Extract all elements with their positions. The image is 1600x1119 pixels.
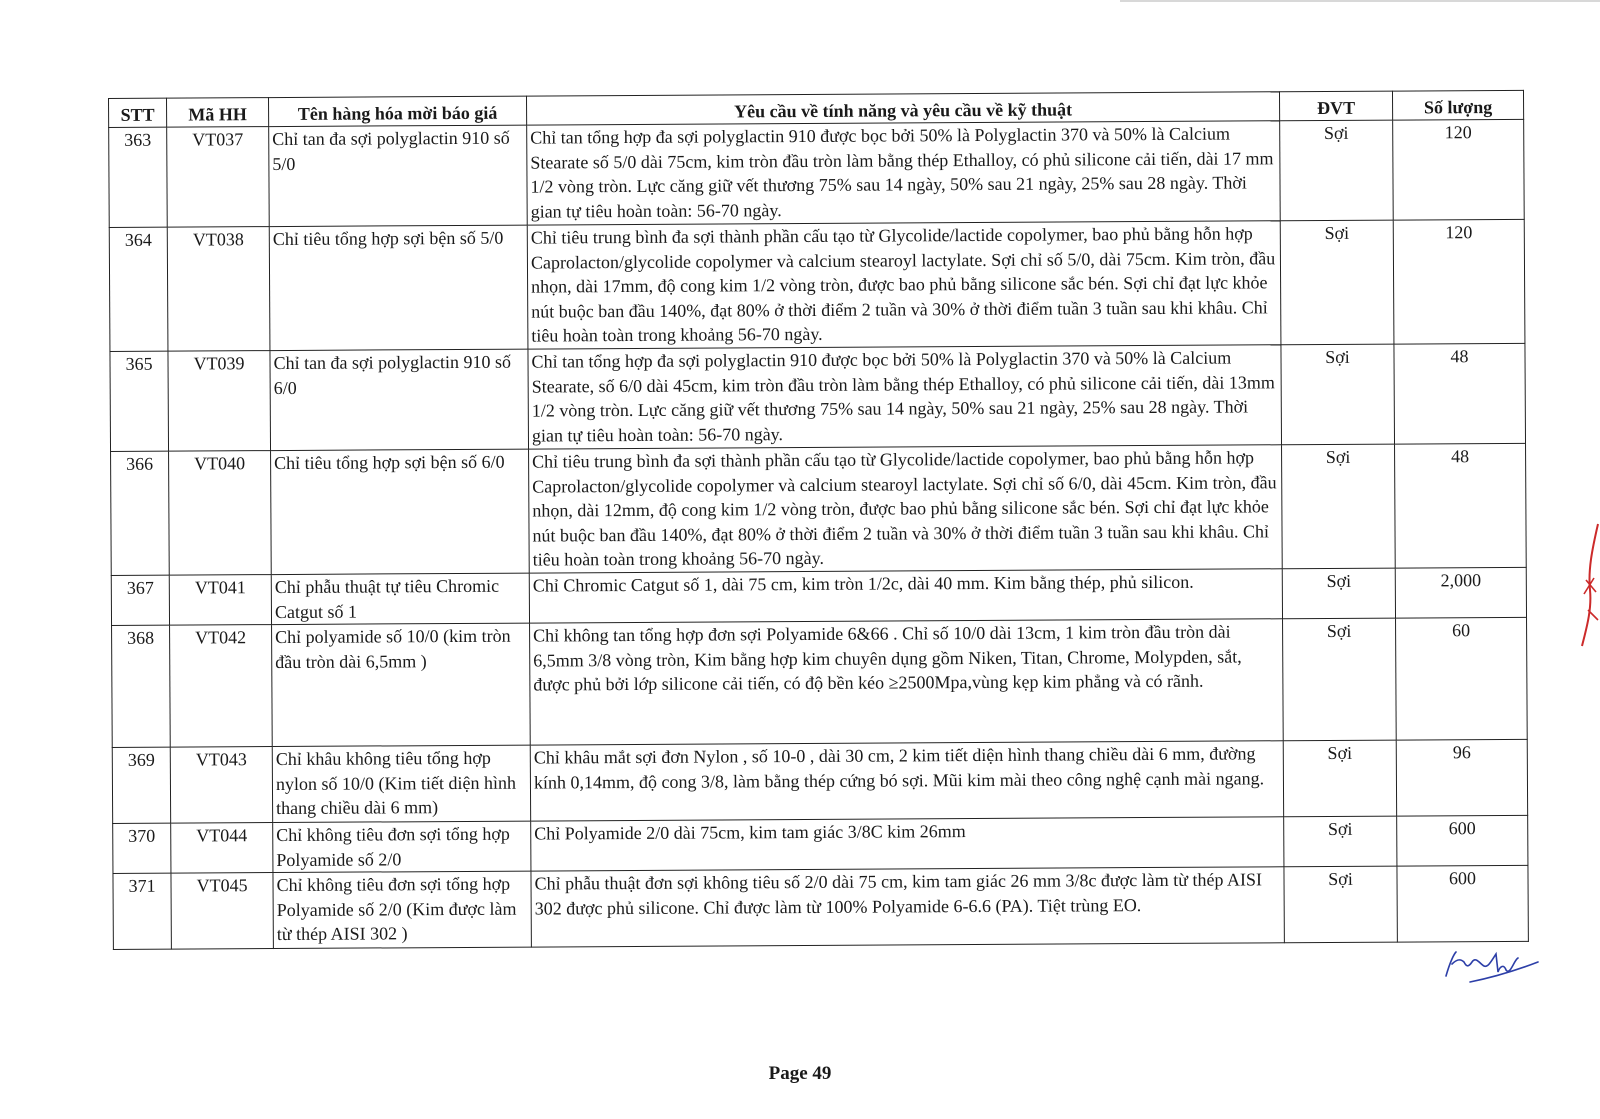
row-code: VT045 xyxy=(171,873,273,950)
row-name: Chỉ polyamide số 10/0 (kim tròn đầu tròn dài 6,5mm ) xyxy=(272,623,531,746)
quotation-table xyxy=(108,90,1529,950)
row-stt: 367 xyxy=(111,575,169,625)
header-qty: Số lượng xyxy=(1392,90,1523,120)
row-unit: Sợi xyxy=(1283,618,1397,741)
signature-icon xyxy=(1440,942,1540,984)
row-qty: 120 xyxy=(1393,119,1525,220)
row-qty: 2,000 xyxy=(1395,567,1526,618)
row-qty: 600 xyxy=(1397,815,1528,866)
row-code: VT040 xyxy=(169,451,272,576)
row-stt: 365 xyxy=(110,351,169,451)
row-code: VT039 xyxy=(168,351,271,452)
header-unit: ĐVT xyxy=(1279,91,1392,121)
table-row xyxy=(112,739,1527,823)
row-stt: 369 xyxy=(112,747,170,823)
row-code: VT038 xyxy=(167,227,270,352)
row-stt: 371 xyxy=(113,873,171,949)
row-unit: Sợi xyxy=(1282,444,1396,569)
header-code: Mã HH xyxy=(167,98,269,128)
row-unit: Sợi xyxy=(1281,344,1395,445)
row-spec: Chỉ Chromic Catgut số 1, dài 75 cm, kim tròn 1/2c, dài 40 mm. Kim bằng thép, phủ silicon. xyxy=(529,569,1282,623)
header-name: Tên hàng hóa mời báo giá xyxy=(269,96,527,126)
row-unit: Sợi xyxy=(1280,120,1394,221)
row-spec: Chỉ không tan tổng hợp đơn sợi Polyamide 6&66 . Chỉ số 10/0 dài 13cm, 1 kim tròn đầu tròn dài 6,5mm 3/8 vòng tròn, Kim bằng hợp kim chuyên dụng gồm Niken, Titan, Chrome, Molypden, sắt, được phủ bởi lớp silicone cải tiến, có độ bền kéo ≥2500Mpa,vùng kẹp kim phẳng và có rãnh. xyxy=(530,619,1284,745)
page-number: Page 49 xyxy=(768,1063,832,1084)
table-row xyxy=(113,865,1528,949)
row-unit: Sợi xyxy=(1280,220,1394,345)
row-name: Chỉ phẫu thuật tự tiêu Chromic Catgut số 1 xyxy=(271,573,529,624)
row-qty: 120 xyxy=(1393,219,1525,344)
row-qty: 96 xyxy=(1396,739,1527,816)
row-code: VT041 xyxy=(169,575,271,626)
row-qty: 48 xyxy=(1395,443,1527,568)
row-spec: Chỉ tiêu trung bình đa sợi thành phần cấu tạo từ Glycolide/lactide copolymer, bao phủ bằng hỗn hợp Caprolacton/glycolide copolymer và calcium stearoyl lactylate. Sợi chỉ số 5/0, dài 75cm. Kim tròn, đầu nhọn, dài 17mm, độ cong kim 1/2 vòng tròn, được bao phủ bằng silicone sắc bén. Sợi chỉ đạt lực khỏe nút buộc ban đầu 140%, đạt 80% ở thời điểm 2 tuần và 30% ở thời điểm tuần 3 tuần sau khi khâu. Chỉ tiêu hoàn toàn trong khoảng 56-70 ngày. xyxy=(527,221,1281,349)
row-name: Chỉ khâu không tiêu tổng hợp nylon số 10/0 (Kim tiết diện hình thang chiều dài 6 mm) xyxy=(272,745,530,822)
row-code: VT037 xyxy=(167,127,270,228)
table-row xyxy=(111,567,1526,625)
document-page xyxy=(108,90,1528,950)
row-qty: 60 xyxy=(1396,617,1528,740)
row-spec: Chỉ phẫu thuật đơn sợi không tiêu số 2/0 dài 75 cm, kim tam giác 26 mm 3/8c được làm từ thép AISI 302 được phủ silicone. Chỉ được làm từ 100% Polyamide 6-6.6 (PA). Tiệt trùng EO. xyxy=(531,867,1284,947)
row-name: Chỉ tiêu tổng hợp sợi bện số 6/0 xyxy=(271,449,530,574)
row-stt: 370 xyxy=(113,823,171,873)
row-stt: 368 xyxy=(112,625,171,747)
row-unit: Sợi xyxy=(1284,866,1397,943)
row-unit: Sợi xyxy=(1284,816,1397,867)
row-spec: Chỉ Polyamide 2/0 dài 75cm, kim tam giác 3/8C kim 26mm xyxy=(531,817,1284,871)
stamp-icon xyxy=(1578,520,1600,650)
row-spec: Chỉ khâu mắt sợi đơn Nylon , số 10-0 , dài 30 cm, 2 kim tiết diện hình thang chiều dài 6 mm, đường kính 0,14mm, độ cong 3/8, làm bằng thép cứng bó sợi. Mũi kim mài theo công nghệ cạnh mài ngang. xyxy=(530,741,1283,821)
header-spec: Yêu cầu về tính năng và yêu cầu về kỹ thuật xyxy=(526,92,1279,125)
row-code: VT044 xyxy=(171,823,273,874)
table-row xyxy=(111,443,1527,575)
row-stt: 364 xyxy=(109,227,168,351)
row-name: Chỉ tiêu tổng hợp sợi bện số 5/0 xyxy=(269,225,528,350)
row-qty: 48 xyxy=(1394,343,1526,444)
table-row xyxy=(112,617,1528,747)
row-code: VT042 xyxy=(170,625,273,748)
table-row xyxy=(109,119,1525,227)
row-name: Chỉ không tiêu đơn sợi tổng hợp Polyamide số 2/0 xyxy=(273,821,531,872)
table-row xyxy=(113,815,1528,873)
row-name: Chỉ không tiêu đơn sợi tổng hợp Polyamide số 2/0 (Kim được làm từ thép AISI 302 ) xyxy=(273,871,531,948)
row-unit: Sợi xyxy=(1283,740,1396,817)
row-code: VT043 xyxy=(170,747,272,824)
row-stt: 363 xyxy=(109,127,168,227)
row-name: Chỉ tan đa sợi polyglactin 910 số 6/0 xyxy=(270,349,529,450)
row-qty: 600 xyxy=(1397,865,1528,942)
row-unit: Sợi xyxy=(1282,568,1395,619)
table-row xyxy=(110,343,1526,451)
row-stt: 366 xyxy=(111,451,170,575)
scan-edge-line xyxy=(1120,0,1600,2)
row-spec: Chỉ tiêu trung bình đa sợi thành phần cấu tạo từ Glycolide/lactide copolymer, bao phủ bằng hỗn hợp Caprolacton/glycolide copolymer và calcium stearoyl lactylate. Sợi chỉ số 6/0, dài 45cm. Kim tròn, đầu nhọn, dài 12mm, độ cong kim 1/2 vòng tròn, được bao phủ bằng silicone sắc bén. Sợi chỉ đạt lực khỏe nút buộc ban đầu 140%, đạt 80% ở thời điểm 2 tuần và 30% ở thời điểm tuần 3 tuần sau khi khâu. Chỉ tiêu hoàn toàn trong khoảng 56-70 ngày. xyxy=(529,445,1283,573)
row-spec: Chỉ tan tổng hợp đa sợi polyglactin 910 được bọc bởi 50% là Polyglactin 370 và 50% là Calcium Stearate số 5/0 dài 75cm, kim tròn đầu tròn làm bằng thép Ethalloy, có phủ silicone cải tiến, dài 17 mm 1/2 vòng tròn. Lực căng giữ vết thương 75% sau 14 ngày, 50% sau 21 ngày, 25% sau 28 ngày. Thời gian tự tiêu hoàn toàn: 56-70 ngày. xyxy=(527,121,1281,225)
header-stt: STT xyxy=(109,98,167,127)
table-row xyxy=(109,219,1525,351)
row-spec: Chỉ tan tổng hợp đa sợi polyglactin 910 được bọc bởi 50% là Polyglactin 370 và 50% là Calcium Stearate, số 6/0 dài 45cm, kim tròn đầu tròn làm bằng thép Ethalloy, có phủ silicone cải tiến, dài 13mm 1/2 vòng tròn. Lực căng giữ vết thương 75% sau 14 ngày, 50% sau 21 ngày, 25% sau 28 ngày. Thời gian tự tiêu hoàn toàn: 56-70 ngày. xyxy=(528,345,1282,449)
row-name: Chỉ tan đa sợi polyglactin 910 số 5/0 xyxy=(269,125,528,226)
